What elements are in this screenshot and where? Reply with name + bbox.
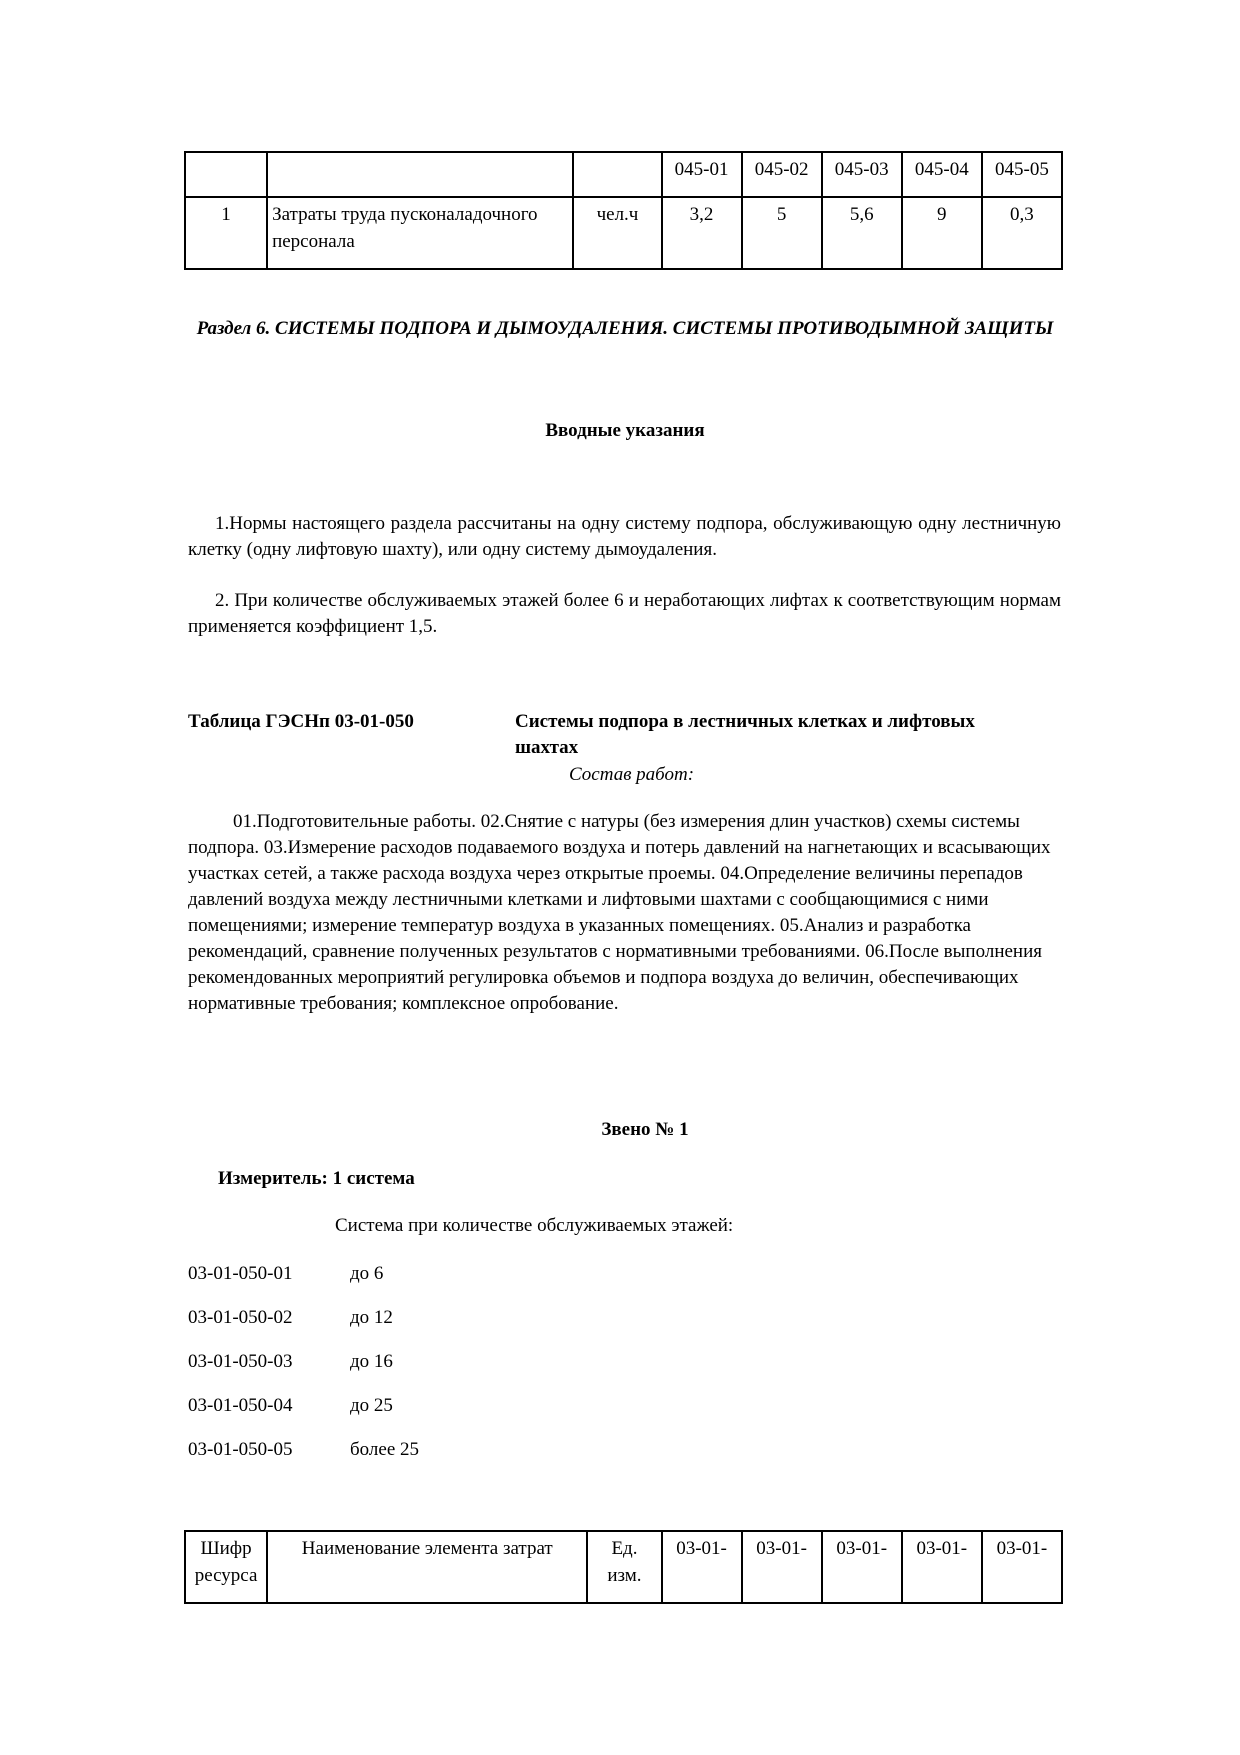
table-row: [185, 197, 1062, 269]
norms-table-top: [184, 151, 1063, 270]
row-value-cell: 0,3: [982, 197, 1062, 269]
code-label: 03-01-050-01: [188, 1263, 293, 1284]
row-number-cell: 1: [185, 197, 267, 269]
row-value-cell: 9: [902, 197, 982, 269]
header-cell: 045-03: [822, 152, 902, 197]
header-cell: 03-01-: [822, 1531, 902, 1603]
table-label: Таблица ГЭСНп 03-01-050: [188, 711, 414, 732]
table-title: Системы подпора в лестничных клетках и лифтовых шахтах: [515, 711, 975, 758]
code-label: 03-01-050-03: [188, 1351, 293, 1372]
section-title: Раздел 6. СИСТЕМЫ ПОДПОРА И ДЫМОУДАЛЕНИЯ. СИСТЕМЫ ПРОТИВОДЫМНОЙ ЗАЩИТЫ: [196, 318, 1054, 339]
header-cell: 045-01: [662, 152, 742, 197]
header-cell: 045-04: [902, 152, 982, 197]
row-value-cell: 3,2: [662, 197, 742, 269]
header-cell: [573, 152, 661, 197]
code-label: 03-01-050-02: [188, 1307, 293, 1328]
row-unit-cell: чел.ч: [573, 197, 661, 269]
row-name-cell: Затраты труда пусконаладочного персонала: [267, 197, 573, 269]
code-label: 03-01-050-04: [188, 1395, 293, 1416]
resource-table-bottom: [184, 1530, 1063, 1604]
intro-paragraph-1: 1.Нормы настоящего раздела рассчитаны на одну систему подпора, обслуживающую одну лестничную клетку (одну лифтовую шахту), или одну систему дымоудаления.: [188, 513, 1061, 560]
code-label: 03-01-050-05: [188, 1439, 293, 1460]
header-cell: 03-01-: [742, 1531, 822, 1603]
header-cell: Наименование элемента затрат: [267, 1531, 587, 1603]
code-value: до 16: [350, 1351, 393, 1372]
composition-heading: Состав работ:: [569, 764, 695, 785]
header-cell: [185, 152, 267, 197]
crew-heading: Звено № 1: [601, 1119, 689, 1140]
header-cell: 03-01-: [902, 1531, 982, 1603]
row-value-cell: 5: [742, 197, 822, 269]
table-header-row: [185, 152, 1062, 197]
intro-heading: Вводные указания: [545, 420, 705, 441]
composition-text: 01.Подготовительные работы. 02.Снятие с натуры (без измерения длин участков) схемы системы подпора. 03.Измерение расходов подаваемого воздуха и потерь давлений на нагнетающих и всасывающих участках сетей, а также расхода воздуха через открытые проемы. 04.Определение величины перепадов давлений воздуха между лестничными клетками и лифтовыми шахтами с сообщающимися с ними помещениями; измерение температур воздуха в указанных помещениях. 05.Анализ и разработка рекомендаций, сравнение полученных результатов с нормативными требованиями. 06.После выполнения рекомендованных мероприятий регулировка объемов и подпора воздуха до величин, обеспечивающих нормативные требования; комплексное опробование.: [188, 811, 1051, 1014]
meter-label: Измеритель: 1 система: [218, 1168, 415, 1189]
code-value: до 6: [350, 1263, 384, 1284]
code-value: до 25: [350, 1395, 393, 1416]
intro-paragraph-2: 2. При количестве обслуживаемых этажей более 6 и неработающих лифтах к соответствующим нормам применяется коэффициент 1,5.: [188, 590, 1061, 637]
table-header-row: [185, 1531, 1062, 1603]
row-value-cell: 5,6: [822, 197, 902, 269]
header-cell: 03-01-: [982, 1531, 1062, 1603]
header-cell: 045-05: [982, 152, 1062, 197]
header-cell: [267, 152, 573, 197]
header-cell: Ед. изм.: [587, 1531, 661, 1603]
system-caption: Система при количестве обслуживаемых этажей:: [335, 1215, 734, 1236]
code-value: более 25: [350, 1439, 420, 1460]
header-cell: Шифр ресурса: [185, 1531, 267, 1603]
code-value: до 12: [350, 1307, 393, 1328]
header-cell: 03-01-: [662, 1531, 742, 1603]
header-cell: 045-02: [742, 152, 822, 197]
